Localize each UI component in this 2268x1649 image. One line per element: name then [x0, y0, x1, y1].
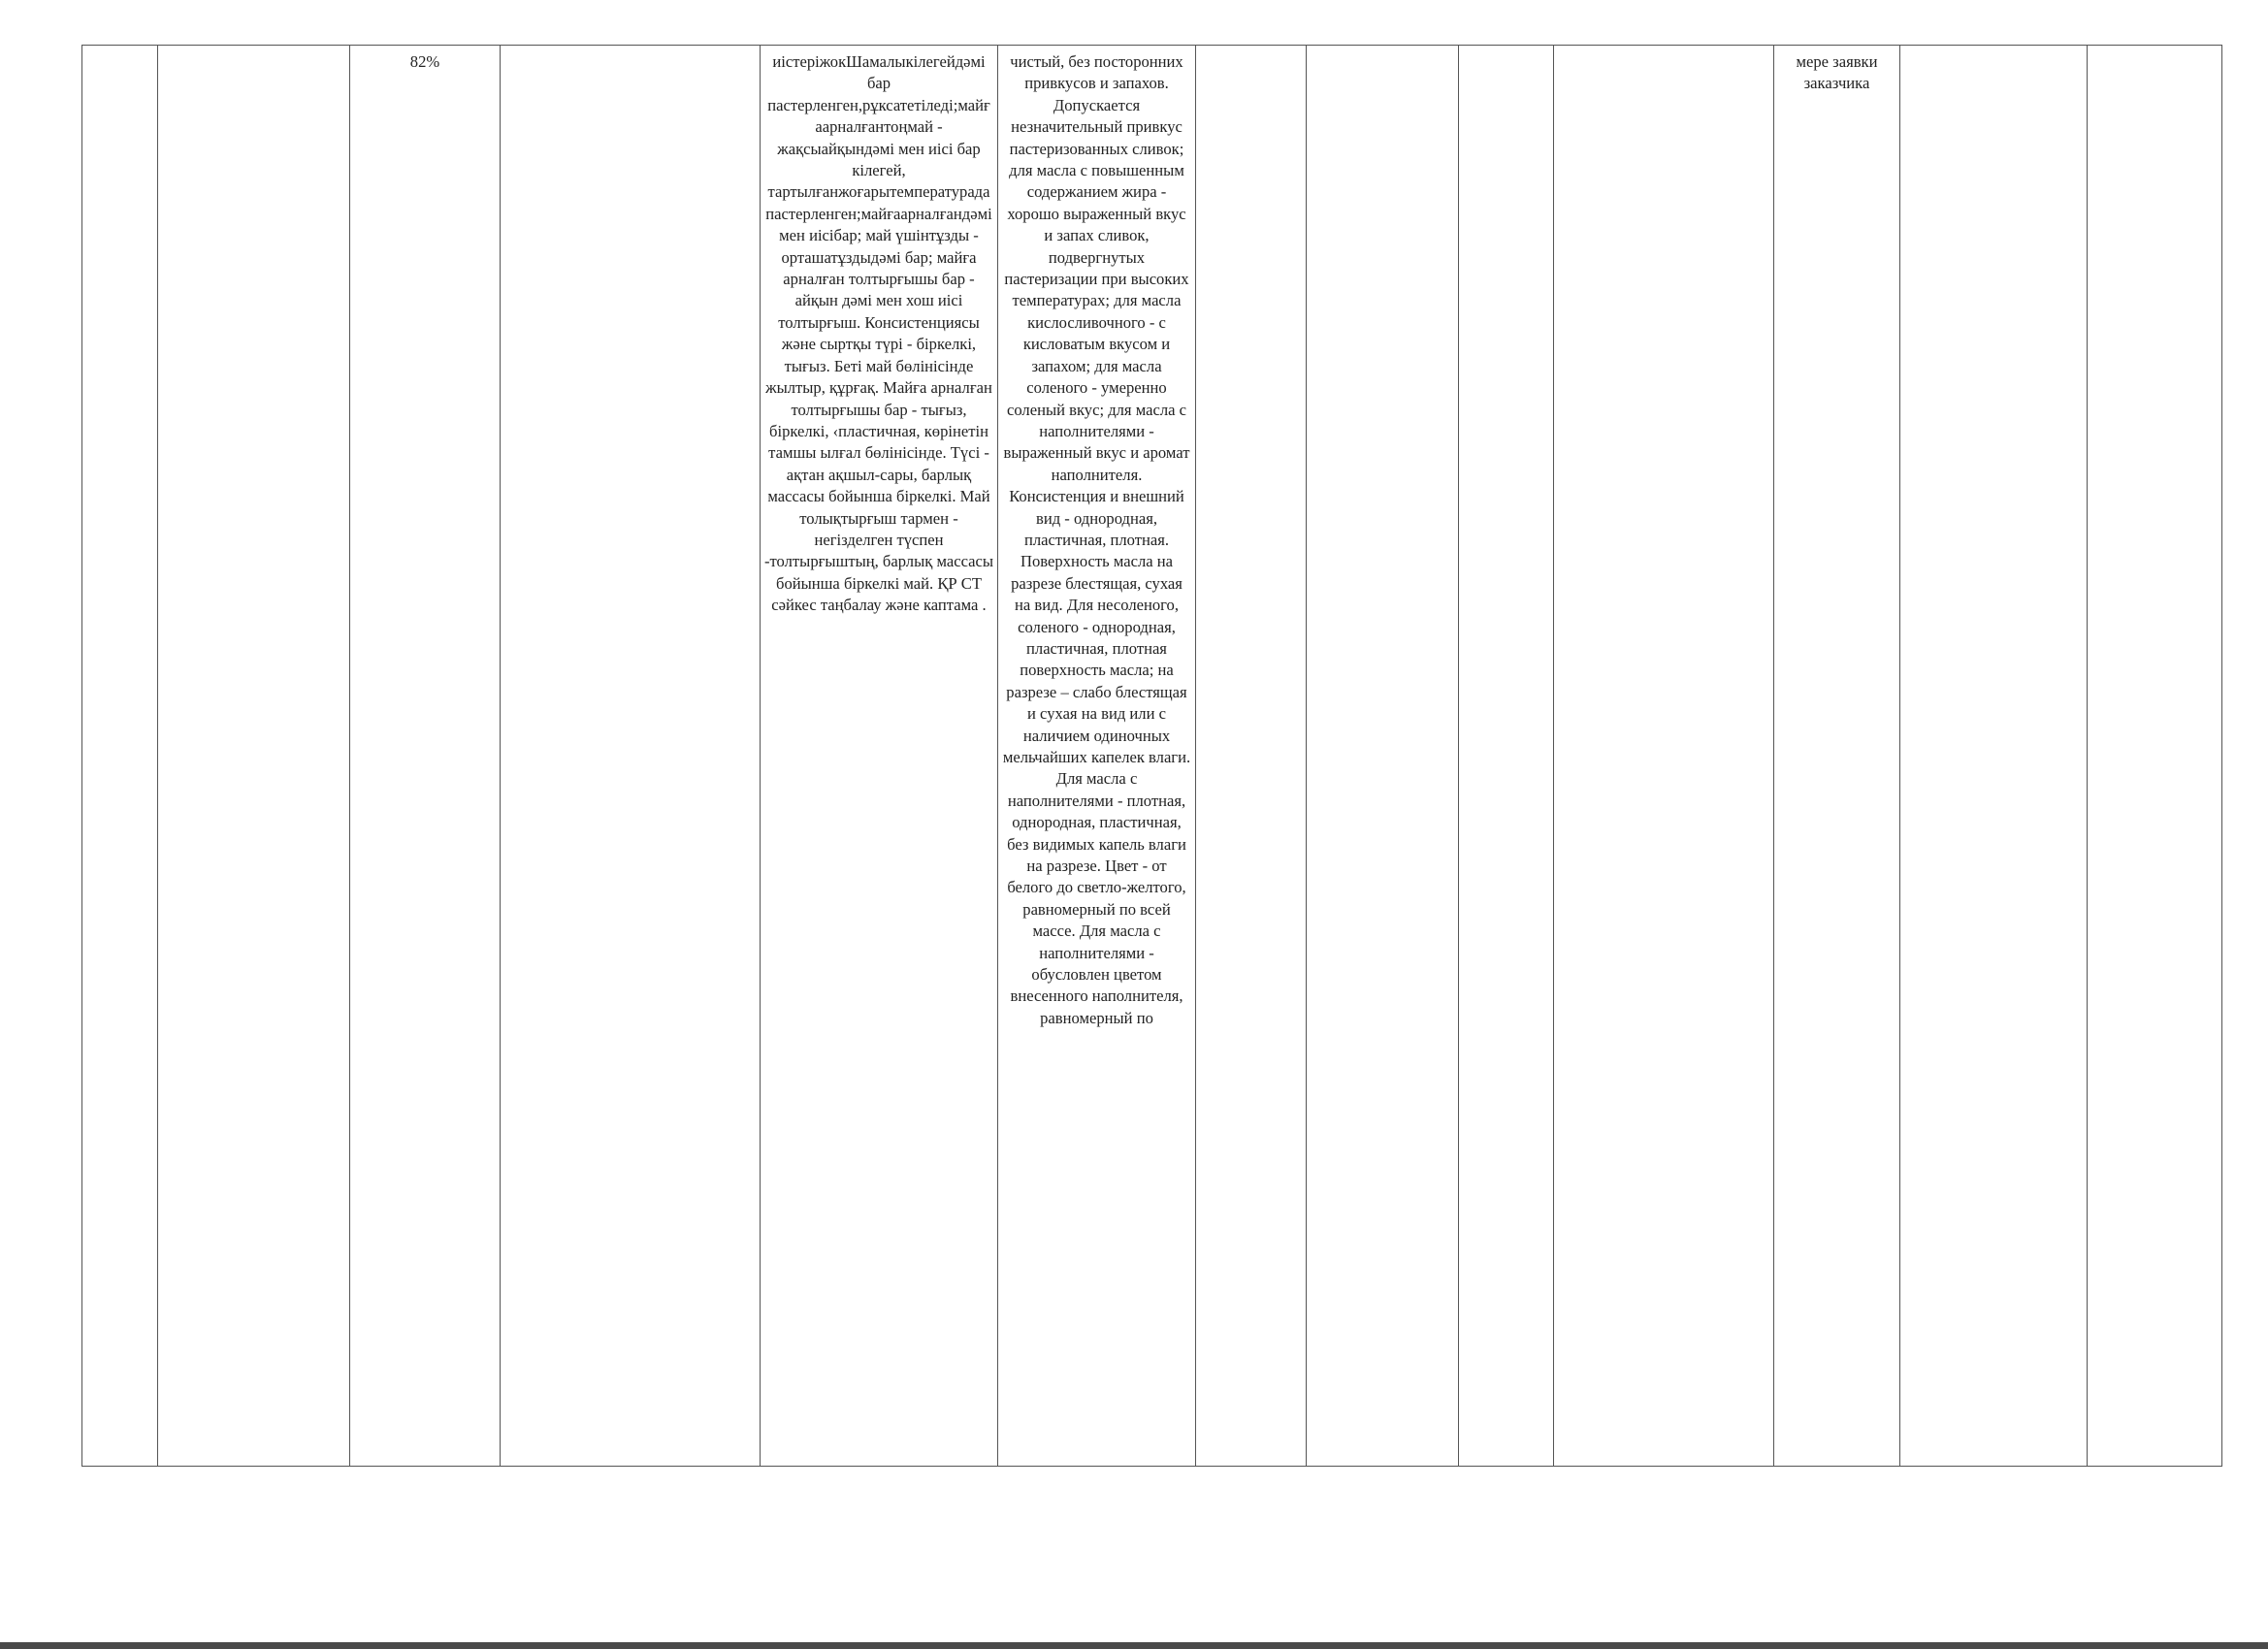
table-cell-col-7 — [1196, 46, 1307, 1467]
table-cell-col-12 — [1900, 46, 2088, 1467]
table-cell-col-2 — [158, 46, 350, 1467]
fat-percent-text: 82% — [409, 52, 440, 71]
table-cell-delivery-terms — [1774, 46, 1900, 1467]
table-cell-col-8 — [1307, 46, 1459, 1467]
table-cell-col-13 — [2088, 46, 2222, 1467]
table-cell-col-10 — [1554, 46, 1774, 1467]
table-cell-russian-description — [998, 46, 1196, 1467]
table-cell-col-1 — [82, 46, 158, 1467]
table-row — [82, 46, 2222, 1467]
specification-table — [81, 45, 2222, 1467]
table-cell-fat-percent — [350, 46, 501, 1467]
table-cell-col-4 — [501, 46, 761, 1467]
delivery-terms-text: мере заявки заказчика — [1796, 52, 1878, 93]
kazakh-description-text: иістеріжокШамалыкілегейдәмі бар пастерленген,рұксатетіледі;майғаарналғантоңмай - жақсыайқындәмі мен иісі бар кілегей, тартылғанжоғарытемпературадапастерленген;майғаарналғандәмі мен иісібар; май үшінтұзды - орташатұздыдәмі бар; майға арналған толтырғышы бар - айқын дәмі мен хош иісі толтырғыш. Консистенциясы және сыртқы түрі - біркелкі, тығыз. Беті май бөлінісінде жылтыр, құрғақ. Майға арналған толтырғышы бар - тығыз, біркелкі, ‹пластичная, көрінетін тамшы ылғал бөлінісінде. Түсі - ақтан ақшыл-сары, барлық массасы бойынша біркелкі. Май толықтырғыш тармен - негізделген түспен -толтырғыштың, барлық массасы бойынша біркелкі май. ҚР СТ сәйкес таңбалау және каптама . — [764, 52, 994, 615]
table-cell-col-9 — [1459, 46, 1554, 1467]
table-cell-kazakh-description — [761, 46, 998, 1467]
scan-edge-bar — [0, 1642, 2268, 1649]
russian-description-text: чистый, без посторонних привкусов и запахов. Допускается незначительный привкус пастеризованных сливок; для масла с повышенным содержанием жира - хорошо выраженный вкус и запах сливок, подвергнутых пастеризации при высоких температурах; для масла кислосливочного - с кисловатым вкусом и запахом; для масла соленого - умеренно соленый вкус; для масла с наполнителями - выраженный вкус и аромат наполнителя. Консистенция и внешний вид - однородная, пластичная, плотная. Поверхность масла на разрезе блестящая, сухая на вид. Для несоленого, соленого - однородная, пластичная, плотная поверхность масла; на разрезе – слабо блестящая и сухая на вид или с наличием одиночных мельчайших капелек влаги. Для масла с наполнителями - плотная, однородная, пластичная, без видимых капель влаги на разрезе. Цвет - от белого до светло-желтого, равномерный по всей массе. Для масла с наполнителями - обусловлен цветом внесенного наполнителя, равномерный по — [1002, 52, 1191, 1027]
